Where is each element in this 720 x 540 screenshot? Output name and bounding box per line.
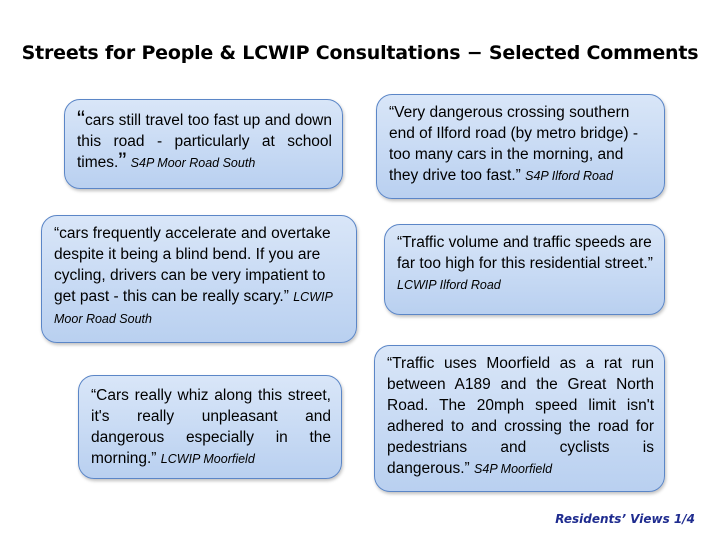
comment-source: LCWIP Moorfield [160,452,255,466]
comment-text: “cars frequently accelerate and overtake despite it being a blind bend. If you are cycling, drivers can be very impatient to get past - this can be really scary.” [54,225,331,305]
comment-bubble-moorfield-s4p [374,345,665,492]
comment-text: cars still travel too fast up and down this road - particularly at school times. [77,112,332,171]
comment-source: S4P Moorfield [474,462,553,476]
close-quote-mark: ” [118,148,127,175]
slide-footer: Residents’ Views 1/4 [555,512,695,526]
comment-source: LCWIP Ilford Road [397,278,501,292]
open-quote-mark: “ [77,106,85,133]
comment-text: “Traffic volume and traffic speeds are far too high for this residential street.” [397,234,653,272]
slide-title: Streets for People & LCWIP Consultations − Selected Comments [21,42,699,64]
comment-source: LCWIP Moor Road South [54,290,333,326]
comment-bubble-moor-road-south-s4p [64,99,343,189]
comment-source: S4P Ilford Road [525,169,613,183]
comment-text: “Traffic uses Moorfield as a rat run between A189 and the Great North Road. The 20mph speed limit isn't adhered to and crossing the road for pedestrians and cyclists is dangerous.” [387,355,654,477]
comment-bubble-moorfield-lcwip [78,375,342,479]
comment-text: “Very dangerous crossing southern end of Ilford road (by metro bridge) - too many cars in the morning, and they drive too fast.” [389,104,638,184]
comment-source: S4P Moor Road South [130,156,256,170]
comment-bubble-ilford-road-lcwip [384,224,665,315]
comment-text: “Cars really whiz along this street, it's really unpleasant and dangerous especially in the morning.” [91,387,331,467]
comment-bubble-ilford-road-s4p [376,94,665,199]
comment-bubble-moor-road-south-lcwip [41,215,357,343]
